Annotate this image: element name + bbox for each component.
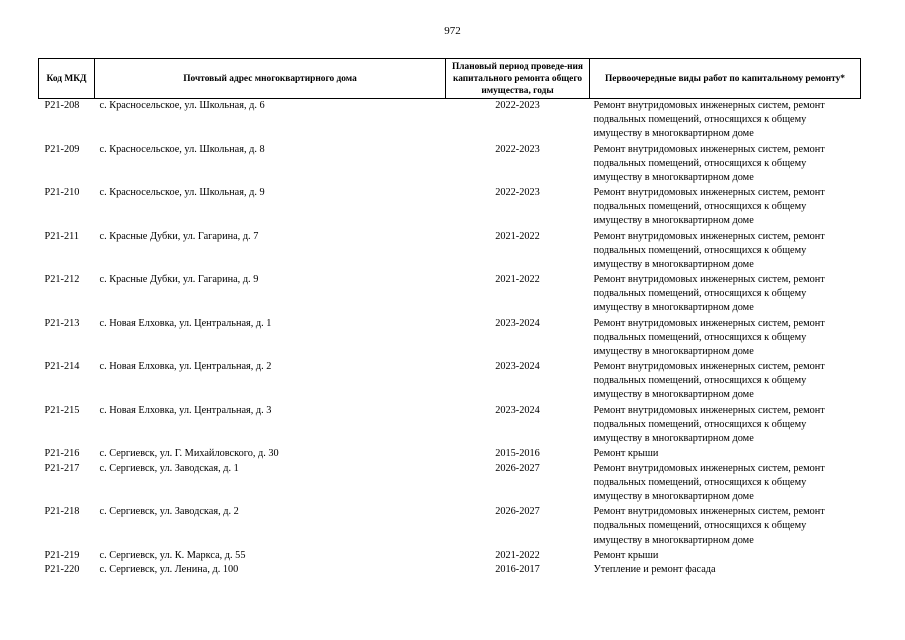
- cell-code: Р21-211: [44, 230, 80, 242]
- header-period: Плановый период проведе-ния капитального ремонта общего имущества, годы: [446, 59, 590, 99]
- cell-address: с. Красные Дубки, ул. Гагарина, д. 9: [99, 274, 259, 285]
- cell-code: Р21-210: [44, 187, 80, 198]
- cell-works: Ремонт внутридомовых инженерных систем, ремонт подвальных помещений, относящихся к общему имуществу в многоквартирном доме: [593, 274, 825, 314]
- cell-address: с. Сергиевск, ул. Заводская, д. 2: [99, 506, 239, 518]
- table-row: [39, 317, 861, 361]
- table-row: [39, 549, 861, 564]
- cell-works: Ремонт внутридомовых инженерных систем, ремонт подвальных помещений, относящихся к общему имуществу в многоквартирном доме: [593, 317, 825, 357]
- table-row: [39, 230, 861, 274]
- cell-code: Р21-209: [44, 143, 80, 155]
- cell-works: Ремонт внутридомовых инженерных систем, ремонт подвальных помещений, относящихся к общему имуществу в многоквартирном доме: [593, 187, 825, 227]
- table-header: [39, 59, 861, 99]
- cell-period: 2023-2024: [495, 361, 540, 372]
- table-row: [39, 273, 861, 317]
- cell-address: с. Новая Елховка, ул. Центральная, д. 1: [99, 317, 272, 329]
- header-code: Код МКД: [39, 59, 95, 99]
- cell-code: Р21-208: [44, 100, 80, 111]
- table-row: [39, 143, 861, 187]
- cell-address: с. Сергиевск, ул. Заводская, д. 1: [99, 462, 239, 474]
- cell-period: 2026-2027: [495, 462, 540, 474]
- cell-period: 2015-2016: [495, 448, 540, 459]
- cell-works: Ремонт внутридомовых инженерных систем, ремонт подвальных помещений, относящихся к общему имуществу в многоквартирном доме: [593, 404, 825, 444]
- cell-works: Ремонт внутридомовых инженерных систем, ремонт подвальных помещений, относящихся к общему имуществу в многоквартирном доме: [593, 143, 825, 183]
- cell-address: с. Новая Елховка, ул. Центральная, д. 2: [99, 361, 272, 372]
- cell-period: 2022-2023: [495, 143, 540, 155]
- table-row: [39, 186, 861, 230]
- cell-period: 2026-2027: [495, 506, 540, 518]
- cell-code: Р21-213: [44, 317, 80, 329]
- cell-period: 2023-2024: [495, 404, 540, 416]
- cell-code: Р21-214: [44, 361, 80, 372]
- cell-code: Р21-215: [44, 404, 80, 416]
- cell-address: с. Новая Елховка, ул. Центральная, д. 3: [99, 404, 272, 416]
- table-row: [39, 505, 861, 549]
- cell-works: Ремонт внутридомовых инженерных систем, ремонт подвальных помещений, относящихся к общему имуществу в многоквартирном доме: [593, 506, 825, 546]
- cell-period: 2022-2023: [495, 100, 540, 111]
- table-row: [39, 462, 861, 506]
- cell-address: с. Красные Дубки, ул. Гагарина, д. 7: [99, 230, 259, 242]
- cell-period: 2016-2017: [495, 564, 540, 576]
- table-row: [39, 404, 861, 448]
- cell-code: Р21-212: [44, 274, 80, 285]
- cell-address: с. Сергиевск, ул. Ленина, д. 100: [99, 564, 239, 576]
- cell-period: 2023-2024: [495, 317, 540, 329]
- cell-works: Ремонт внутридомовых инженерных систем, ремонт подвальных помещений, относящихся к общему имуществу в многоквартирном доме: [593, 462, 825, 502]
- cell-code: Р21-216: [44, 448, 80, 459]
- cell-works: Ремонт крыши: [593, 549, 659, 561]
- cell-address: с. Красносельское, ул. Школьная, д. 8: [99, 143, 265, 155]
- cell-works: Ремонт внутридомовых инженерных систем, ремонт подвальных помещений, относящихся к общему имуществу в многоквартирном доме: [593, 230, 825, 270]
- cell-period: 2021-2022: [495, 230, 540, 242]
- capital-repair-table: [38, 58, 861, 578]
- cell-code: Р21-218: [44, 506, 80, 518]
- cell-works: Ремонт внутридомовых инженерных систем, ремонт подвальных помещений, относящихся к общему имуществу в многоквартирном доме: [593, 100, 825, 140]
- table-row: [39, 360, 861, 404]
- header-address: Почтовый адрес многоквартирного дома: [95, 59, 446, 99]
- table-row: [39, 99, 861, 143]
- cell-works: Ремонт крыши: [593, 448, 659, 459]
- cell-works: Ремонт внутридомовых инженерных систем, ремонт подвальных помещений, относящихся к общему имуществу в многоквартирном доме: [593, 361, 825, 401]
- cell-code: Р21-217: [44, 462, 80, 474]
- header-works: Первоочередные виды работ по капитальному ремонту*: [590, 59, 861, 99]
- cell-period: 2021-2022: [495, 549, 540, 561]
- page-number: 972: [444, 25, 461, 37]
- cell-code: Р21-220: [44, 564, 80, 576]
- cell-period: 2022-2023: [495, 187, 540, 198]
- table-row: [39, 563, 861, 578]
- cell-address: с. Сергиевск, ул. Г. Михайловского, д. 30: [99, 448, 279, 459]
- cell-code: Р21-219: [44, 549, 80, 561]
- table-row: [39, 447, 861, 462]
- cell-address: с. Красносельское, ул. Школьная, д. 9: [99, 187, 265, 198]
- cell-period: 2021-2022: [495, 274, 540, 285]
- table-body: [39, 99, 861, 578]
- cell-address: с. Красносельское, ул. Школьная, д. 6: [99, 100, 265, 111]
- cell-address: с. Сергиевск, ул. К. Маркса, д. 55: [99, 549, 246, 561]
- cell-works: Утепление и ремонт фасада: [593, 564, 716, 576]
